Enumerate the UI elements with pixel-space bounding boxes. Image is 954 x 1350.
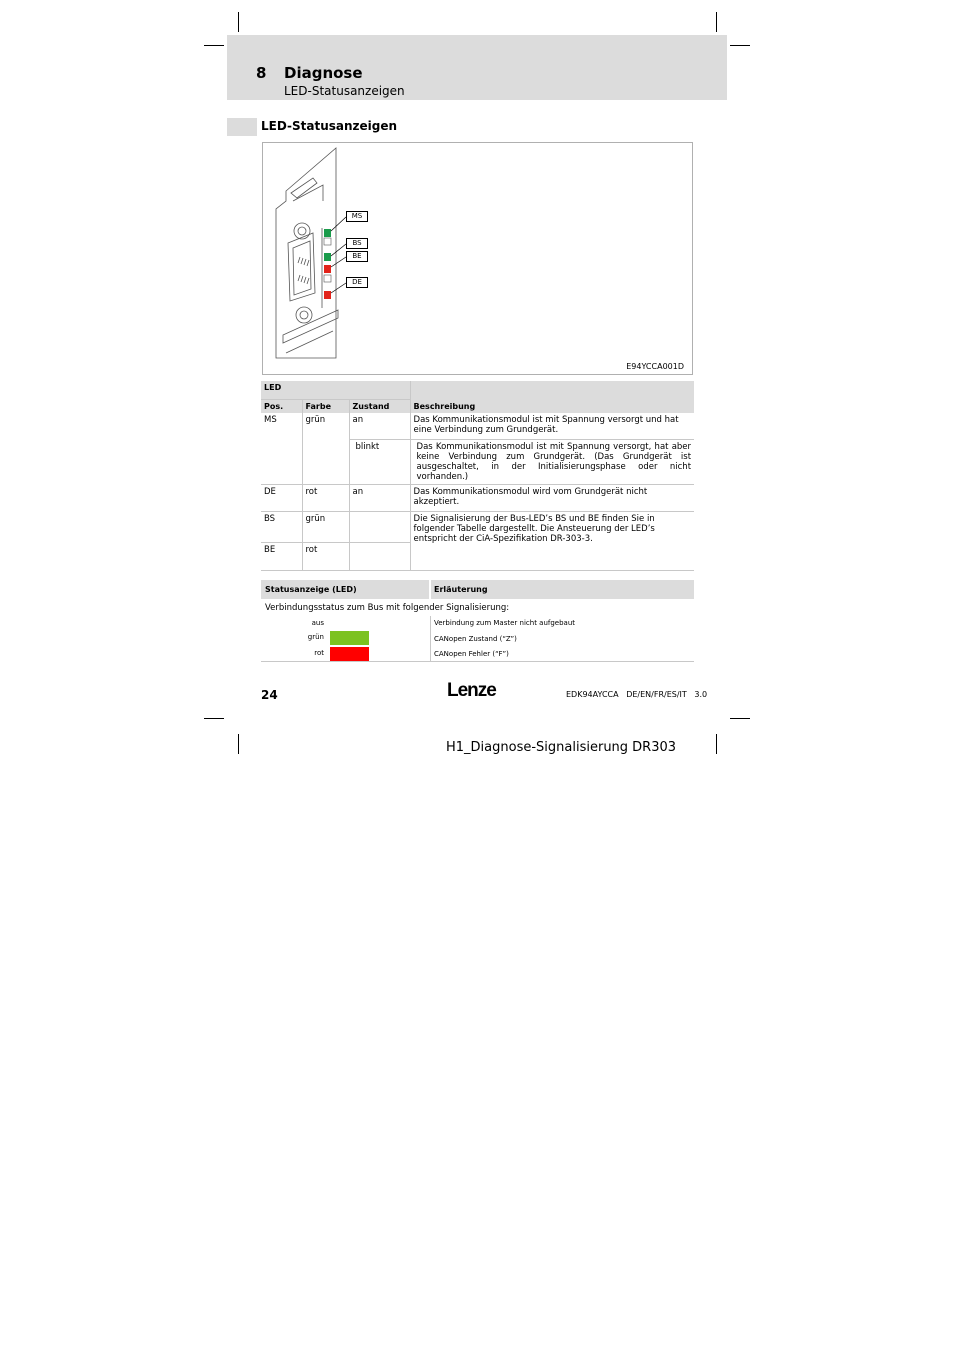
status-bottom-rule bbox=[261, 661, 694, 662]
section-tab bbox=[227, 118, 257, 136]
crop-mark bbox=[238, 12, 239, 32]
cell-beschreibung: Das Kommunikationsmodul ist mit Spannung versorgt, hat aber keine Verbindung zum Grundgerät. (Das Grundgerät ist ausgeschaltet, in der Initialisierungsphase oder nicht vorhanden.) bbox=[410, 440, 694, 485]
cell-zustand: blinkt bbox=[349, 440, 410, 485]
crop-mark bbox=[204, 718, 224, 719]
cell-zustand bbox=[349, 512, 410, 543]
page-number: 24 bbox=[261, 688, 278, 702]
led-table bbox=[261, 381, 694, 571]
status-desc-rot: CANopen Fehler (“F”) bbox=[434, 650, 509, 658]
table-row bbox=[261, 413, 694, 440]
crop-mark bbox=[730, 718, 750, 719]
crop-mark bbox=[730, 45, 750, 46]
crop-mark bbox=[716, 734, 717, 754]
figure-label-ms: MS bbox=[346, 211, 368, 222]
status-intro: Verbindungsstatus zum Bus mit folgender Signalisierung: bbox=[265, 603, 510, 613]
crop-mark bbox=[238, 734, 239, 754]
chapter-number: 8 bbox=[256, 64, 267, 82]
cell-pos: BE bbox=[261, 543, 302, 571]
status-label-rot: rot bbox=[314, 649, 324, 657]
led-be bbox=[324, 265, 331, 273]
figure-label-bs: BS bbox=[346, 238, 368, 249]
status-desc-aus: Verbindung zum Master nicht aufgebaut bbox=[434, 619, 576, 627]
device-figure bbox=[262, 142, 693, 375]
device-drawing bbox=[263, 143, 694, 376]
status-table-header bbox=[261, 580, 694, 599]
col-header-pos: Pos. bbox=[261, 400, 302, 414]
col-header-beschreibung: Beschreibung bbox=[410, 381, 694, 413]
led-de bbox=[324, 291, 331, 299]
cell-pos: DE bbox=[261, 485, 302, 512]
crop-mark bbox=[204, 45, 224, 46]
status-swatch-gruen bbox=[330, 631, 369, 645]
cell-zustand: an bbox=[349, 485, 410, 512]
led-bs bbox=[324, 253, 331, 261]
document-code: EDK94AYCCA DE/EN/FR/ES/IT 3.0 bbox=[566, 690, 708, 699]
status-column-divider bbox=[430, 616, 431, 662]
chapter-subtitle: LED-Statusanzeigen bbox=[284, 84, 405, 98]
cell-farbe: rot bbox=[302, 543, 349, 571]
cell-farbe: grün bbox=[302, 512, 349, 543]
section-title: LED-Statusanzeigen bbox=[261, 119, 398, 133]
led-group-header: LED bbox=[261, 381, 410, 400]
figure-code: E94YCCA001D bbox=[626, 362, 684, 371]
cell-beschreibung: Das Kommunikationsmodul wird vom Grundgerät nicht akzeptiert. bbox=[410, 485, 694, 512]
cell-zustand: an bbox=[349, 413, 410, 440]
status-swatch-rot bbox=[330, 647, 369, 661]
table-row bbox=[261, 485, 694, 512]
cell-farbe: grün bbox=[302, 413, 349, 485]
table-row bbox=[261, 512, 694, 543]
cell-zustand bbox=[349, 543, 410, 571]
col-header-farbe: Farbe bbox=[302, 400, 349, 414]
cell-beschreibung: Das Kommunikationsmodul ist mit Spannung versorgt und hat eine Verbindung zum Grundgerät. bbox=[410, 413, 694, 440]
lenze-logo: Lenze bbox=[447, 680, 496, 701]
cell-farbe: rot bbox=[302, 485, 349, 512]
status-label-gruen: grün bbox=[307, 633, 324, 641]
figure-label-de: DE bbox=[346, 277, 368, 288]
chapter-title: Diagnose bbox=[284, 64, 363, 82]
cell-pos: BS bbox=[261, 512, 302, 543]
cell-beschreibung: Die Signalisierung der Bus-LED’s BS und BE finden Sie in folgender Tabelle dargestellt. Die Ansteuerung der LED’s entspricht der CiA-Spezifikation DR-303-3. bbox=[410, 512, 694, 571]
col-header-zustand: Zustand bbox=[349, 400, 410, 414]
col-header-statusanzeige: Statusanzeige (LED) bbox=[261, 580, 429, 599]
crop-mark bbox=[716, 12, 717, 32]
col-header-erlaeuterung: Erläuterung bbox=[431, 580, 694, 599]
cell-pos: MS bbox=[261, 413, 302, 485]
figure-label-be: BE bbox=[346, 251, 368, 262]
led-ms bbox=[324, 229, 331, 237]
status-desc-gruen: CANopen Zustand (“Z”) bbox=[434, 635, 517, 643]
status-label-aus: aus bbox=[311, 619, 324, 627]
footer-title: H1_Diagnose-Signalisierung DR303 bbox=[446, 740, 677, 755]
